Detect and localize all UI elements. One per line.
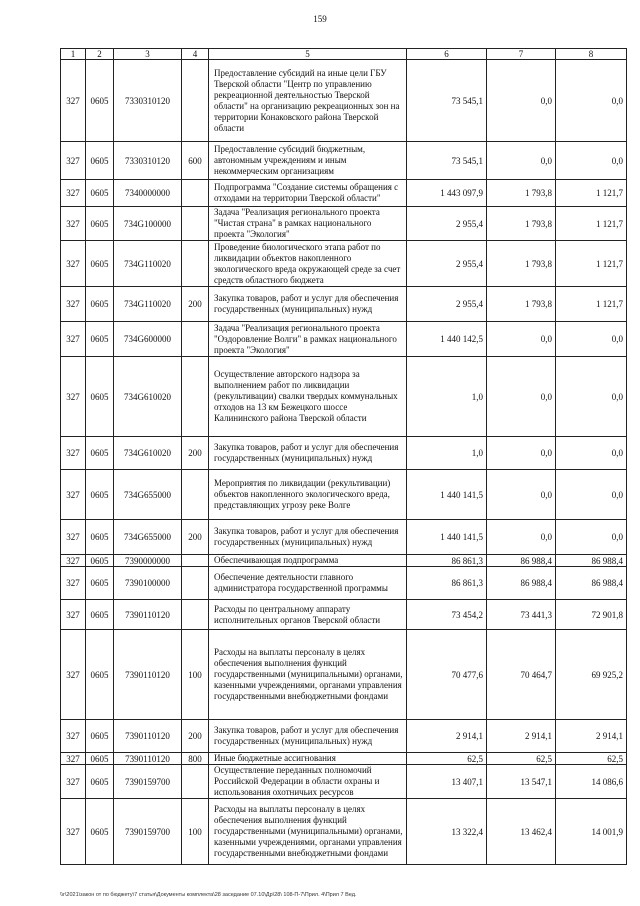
table-row: [61, 720, 627, 753]
cell-col-7: 62,5: [487, 753, 556, 765]
table-row: [61, 207, 627, 241]
cell-col-2: 0605: [86, 142, 114, 180]
document-path-footer: \\r\2021\закон от по бюджету\7 статья\Документы комплекта\28 заседание 07.10\Др\28\ 108-П-7\Прил. 4\Прил 7 Вед.: [60, 892, 357, 898]
page-number: 159: [313, 14, 327, 24]
cell-col-5: Осуществление авторского надзора за выполнением работ по ликвидации (рекультивации) свалки твердых коммунальных отходов на 13 км Бежецкого шоссе Калининского района Тверской области: [209, 357, 407, 437]
budget-table: [60, 48, 627, 865]
cell-col-2: 0605: [86, 567, 114, 600]
cell-col-3: 7390110120: [114, 720, 182, 753]
cell-col-6: 2 914,1: [407, 720, 487, 753]
cell-col-3: 734G110020: [114, 287, 182, 322]
cell-col-3: 7390100000: [114, 567, 182, 600]
cell-col-4: [182, 180, 209, 207]
cell-col-8: 14 001,9: [556, 799, 627, 865]
cell-col-7: 1 793,8: [487, 207, 556, 241]
cell-col-1: 327: [61, 287, 86, 322]
cell-col-4: [182, 357, 209, 437]
cell-col-2: 0605: [86, 765, 114, 799]
cell-col-5: Расходы по центральному аппарату исполнительных органов Тверской области: [209, 600, 407, 630]
cell-col-3: 734G610020: [114, 437, 182, 470]
table-row: [61, 753, 627, 765]
cell-col-1: 327: [61, 600, 86, 630]
table-row: [61, 180, 627, 207]
cell-col-3: 734G655000: [114, 470, 182, 520]
table-row: [61, 470, 627, 520]
table-row: [61, 520, 627, 555]
cell-col-3: 7330310120: [114, 142, 182, 180]
table-row: [61, 600, 627, 630]
cell-col-2: 0605: [86, 60, 114, 142]
cell-col-2: 0605: [86, 520, 114, 555]
cell-col-5: Подпрограмма "Создание системы обращения с отходами на территории Тверской области": [209, 180, 407, 207]
cell-col-3: 7340000000: [114, 180, 182, 207]
cell-col-8: 86 988,4: [556, 567, 627, 600]
cell-col-5: Задача "Реализация регионального проекта "Чистая страна" в рамках национального проекта "Экология": [209, 207, 407, 241]
cell-col-1: 327: [61, 799, 86, 865]
cell-col-3: 734G110020: [114, 241, 182, 287]
cell-col-8: 62,5: [556, 753, 627, 765]
cell-col-4: 200: [182, 287, 209, 322]
cell-col-5: Осуществление переданных полномочий Российской Федерации в области охраны и использования охотничьих ресурсов: [209, 765, 407, 799]
cell-col-7: 0,0: [487, 322, 556, 357]
table-row: [61, 357, 627, 437]
cell-col-2: 0605: [86, 630, 114, 720]
cell-col-7: 2 914,1: [487, 720, 556, 753]
cell-col-3: 7390110120: [114, 600, 182, 630]
cell-col-6: 1,0: [407, 437, 487, 470]
cell-col-4: [182, 765, 209, 799]
cell-col-6: 70 477,6: [407, 630, 487, 720]
cell-col-5: Закупка товаров, работ и услуг для обеспечения государственных (муниципальных) нужд: [209, 720, 407, 753]
cell-col-7: 0,0: [487, 142, 556, 180]
cell-col-8: 1 121,7: [556, 287, 627, 322]
cell-col-4: [182, 207, 209, 241]
table-row: [61, 322, 627, 357]
cell-col-5: Предоставление субсидий на иные цели ГБУ Тверской области "Центр по управлению рекреационной деятельностью Тверской области" на организацию рекреационных зон на территории Конаковского района Тверской области: [209, 60, 407, 142]
cell-col-7: 0,0: [487, 437, 556, 470]
cell-col-8: 0,0: [556, 357, 627, 437]
cell-col-6: 1 440 141,5: [407, 520, 487, 555]
cell-col-2: 0605: [86, 555, 114, 567]
column-header: 7: [487, 49, 556, 60]
cell-col-4: 100: [182, 630, 209, 720]
cell-col-5: Предоставление субсидий бюджетным, автономным учреждениям и иным некоммерческим организациям: [209, 142, 407, 180]
cell-col-6: 86 861,3: [407, 567, 487, 600]
cell-col-2: 0605: [86, 470, 114, 520]
cell-col-7: 1 793,8: [487, 180, 556, 207]
cell-col-3: 7390159700: [114, 765, 182, 799]
cell-col-7: 0,0: [487, 520, 556, 555]
cell-col-1: 327: [61, 765, 86, 799]
cell-col-6: 2 955,4: [407, 287, 487, 322]
cell-col-7: 13 547,1: [487, 765, 556, 799]
cell-col-5: Обеспечение деятельности главного администратора государственной программы: [209, 567, 407, 600]
table-row: [61, 437, 627, 470]
cell-col-4: [182, 241, 209, 287]
cell-col-3: 7330310120: [114, 60, 182, 142]
cell-col-5: Закупка товаров, работ и услуг для обеспечения государственных (муниципальных) нужд: [209, 437, 407, 470]
cell-col-7: 0,0: [487, 470, 556, 520]
cell-col-6: 2 955,4: [407, 207, 487, 241]
cell-col-4: 800: [182, 753, 209, 765]
cell-col-7: 70 464,7: [487, 630, 556, 720]
cell-col-5: Расходы на выплаты персоналу в целях обеспечения выполнения функций государственными (муниципальными) органами, казенными учреждениями, органами управления государственными внебюджетными фондами: [209, 630, 407, 720]
cell-col-7: 0,0: [487, 60, 556, 142]
cell-col-6: 2 955,4: [407, 241, 487, 287]
cell-col-8: 1 121,7: [556, 241, 627, 287]
cell-col-1: 327: [61, 357, 86, 437]
cell-col-4: 200: [182, 720, 209, 753]
cell-col-8: 72 901,8: [556, 600, 627, 630]
cell-col-8: 2 914,1: [556, 720, 627, 753]
cell-col-8: 86 988,4: [556, 555, 627, 567]
cell-col-8: 0,0: [556, 470, 627, 520]
column-header: 1: [61, 49, 86, 60]
table-row: [61, 630, 627, 720]
cell-col-7: 13 462,4: [487, 799, 556, 865]
cell-col-1: 327: [61, 437, 86, 470]
cell-col-4: 100: [182, 799, 209, 865]
column-header: 2: [86, 49, 114, 60]
cell-col-5: Проведение биологического этапа работ по ликвидации объектов накопленного экологического вреда окружающей среде за счет средств областного бюджета: [209, 241, 407, 287]
cell-col-2: 0605: [86, 357, 114, 437]
cell-col-2: 0605: [86, 287, 114, 322]
cell-col-1: 327: [61, 322, 86, 357]
cell-col-1: 327: [61, 60, 86, 142]
cell-col-3: 7390110120: [114, 630, 182, 720]
cell-col-2: 0605: [86, 241, 114, 287]
cell-col-4: [182, 555, 209, 567]
cell-col-6: 86 861,3: [407, 555, 487, 567]
cell-col-8: 69 925,2: [556, 630, 627, 720]
cell-col-5: Мероприятия по ликвидации (рекультивации) объектов накопленного экологического вреда, представляющих угрозу реке Волге: [209, 470, 407, 520]
cell-col-7: 86 988,4: [487, 567, 556, 600]
cell-col-3: 734G100000: [114, 207, 182, 241]
column-header: 6: [407, 49, 487, 60]
column-number-header: [61, 49, 627, 60]
cell-col-4: 600: [182, 142, 209, 180]
table-row: [61, 765, 627, 799]
column-header: 8: [556, 49, 627, 60]
cell-col-5: Закупка товаров, работ и услуг для обеспечения государственных (муниципальных) нужд: [209, 520, 407, 555]
cell-col-6: 1 443 097,9: [407, 180, 487, 207]
cell-col-5: Обеспечивающая подпрограмма: [209, 555, 407, 567]
table-row: [61, 567, 627, 600]
cell-col-8: 1 121,7: [556, 180, 627, 207]
cell-col-2: 0605: [86, 600, 114, 630]
cell-col-3: 734G655000: [114, 520, 182, 555]
cell-col-1: 327: [61, 142, 86, 180]
cell-col-6: 62,5: [407, 753, 487, 765]
cell-col-3: 734G600000: [114, 322, 182, 357]
cell-col-3: 7390159700: [114, 799, 182, 865]
cell-col-1: 327: [61, 180, 86, 207]
cell-col-5: Иные бюджетные ассигнования: [209, 753, 407, 765]
cell-col-8: 0,0: [556, 142, 627, 180]
column-header: 4: [182, 49, 209, 60]
cell-col-2: 0605: [86, 753, 114, 765]
cell-col-7: 0,0: [487, 357, 556, 437]
cell-col-7: 86 988,4: [487, 555, 556, 567]
cell-col-3: 7390110120: [114, 753, 182, 765]
cell-col-4: [182, 60, 209, 142]
cell-col-1: 327: [61, 520, 86, 555]
cell-col-2: 0605: [86, 322, 114, 357]
cell-col-4: 200: [182, 437, 209, 470]
cell-col-7: 1 793,8: [487, 287, 556, 322]
cell-col-6: 1 440 141,5: [407, 470, 487, 520]
cell-col-6: 13 407,1: [407, 765, 487, 799]
cell-col-2: 0605: [86, 720, 114, 753]
cell-col-4: [182, 470, 209, 520]
cell-col-8: 14 086,6: [556, 765, 627, 799]
cell-col-2: 0605: [86, 437, 114, 470]
column-header: 5: [209, 49, 407, 60]
cell-col-2: 0605: [86, 180, 114, 207]
table-row: [61, 241, 627, 287]
cell-col-1: 327: [61, 207, 86, 241]
cell-col-8: 0,0: [556, 520, 627, 555]
cell-col-7: 1 793,8: [487, 241, 556, 287]
table-row: [61, 60, 627, 142]
cell-col-5: Задача "Реализация регионального проекта "Оздоровление Волги" в рамках национального проекта "Экология": [209, 322, 407, 357]
table-row: [61, 799, 627, 865]
cell-col-5: Закупка товаров, работ и услуг для обеспечения государственных (муниципальных) нужд: [209, 287, 407, 322]
cell-col-1: 327: [61, 567, 86, 600]
cell-col-1: 327: [61, 470, 86, 520]
cell-col-2: 0605: [86, 799, 114, 865]
cell-col-4: [182, 567, 209, 600]
cell-col-5: Расходы на выплаты персоналу в целях обеспечения выполнения функций государственными (муниципальными) органами, казенными учреждениями, органами управления государственными внебюджетными фондами: [209, 799, 407, 865]
cell-col-7: 73 441,3: [487, 600, 556, 630]
cell-col-6: 73 545,1: [407, 60, 487, 142]
table-row: [61, 142, 627, 180]
cell-col-6: 1 440 142,5: [407, 322, 487, 357]
cell-col-4: [182, 322, 209, 357]
cell-col-6: 1,0: [407, 357, 487, 437]
cell-col-1: 327: [61, 630, 86, 720]
cell-col-8: 0,0: [556, 437, 627, 470]
cell-col-8: 1 121,7: [556, 207, 627, 241]
cell-col-8: 0,0: [556, 322, 627, 357]
cell-col-3: 7390000000: [114, 555, 182, 567]
cell-col-8: 0,0: [556, 60, 627, 142]
cell-col-1: 327: [61, 241, 86, 287]
cell-col-3: 734G610020: [114, 357, 182, 437]
table-row: [61, 287, 627, 322]
cell-col-6: 73 545,1: [407, 142, 487, 180]
cell-col-6: 73 454,2: [407, 600, 487, 630]
cell-col-1: 327: [61, 753, 86, 765]
cell-col-4: 200: [182, 520, 209, 555]
table-row: [61, 555, 627, 567]
cell-col-1: 327: [61, 720, 86, 753]
cell-col-6: 13 322,4: [407, 799, 487, 865]
cell-col-4: [182, 600, 209, 630]
cell-col-2: 0605: [86, 207, 114, 241]
cell-col-1: 327: [61, 555, 86, 567]
column-header: 3: [114, 49, 182, 60]
